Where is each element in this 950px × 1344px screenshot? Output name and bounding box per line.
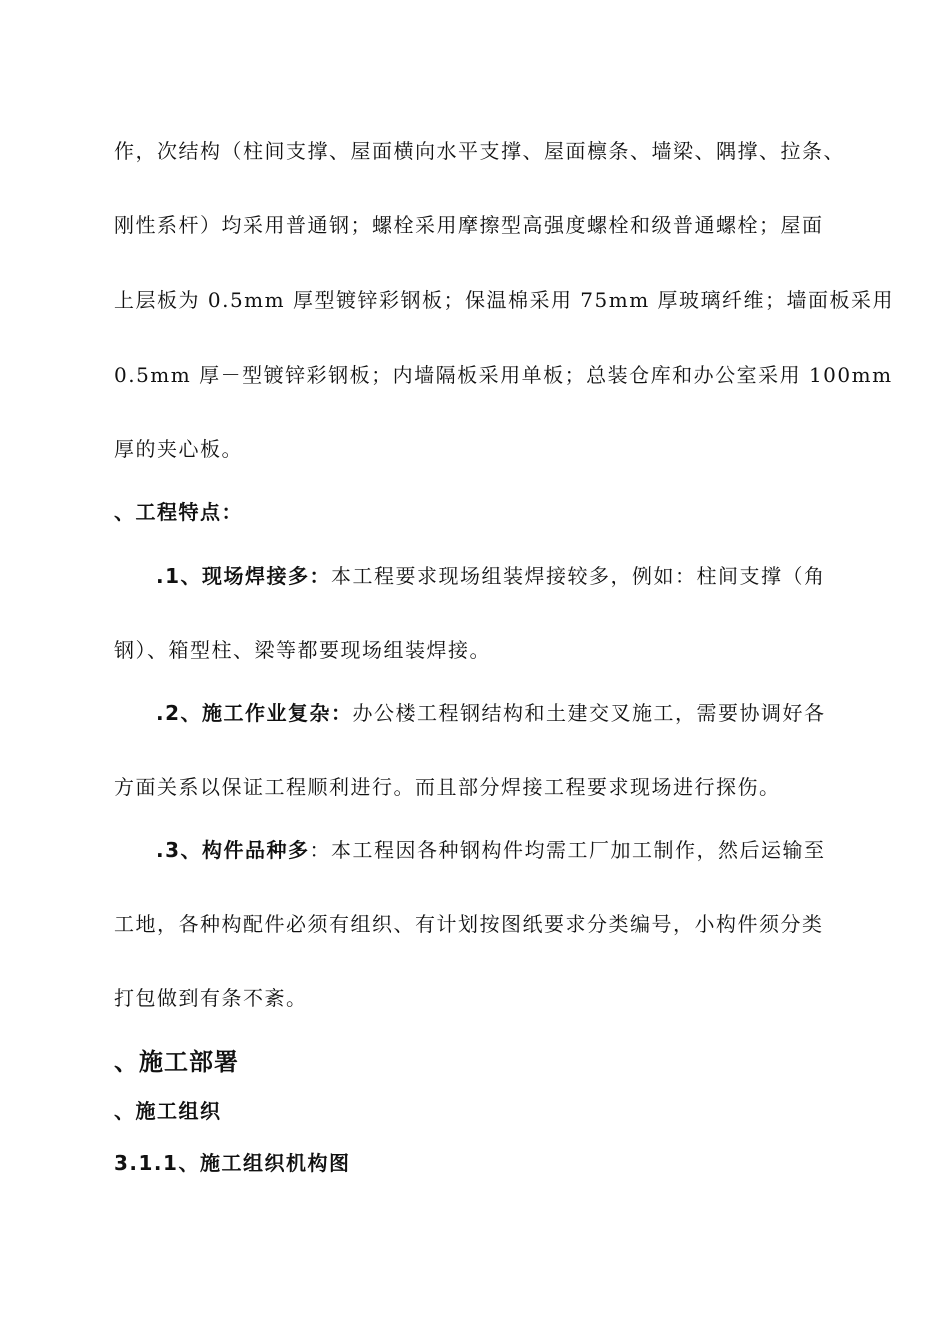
section-heading-org-chart: 3.1.1、施工组织机构图 xyxy=(114,1151,351,1175)
paragraph-line: 作，次结构（柱间支撑、屋面横向水平支撑、屋面檩条、墙梁、隅撑、拉条、 xyxy=(114,139,845,163)
paragraph-line: 刚性系杆）均采用普通钢；螺栓采用摩擦型高强度螺栓和级普通螺栓；屋面 xyxy=(114,213,824,237)
list-item-2-cont: 方面关系以保证工程顺利进行。而且部分焊接工程要求现场进行探伤。 xyxy=(114,775,781,799)
section-heading-features: 、工程特点： xyxy=(114,500,243,524)
item-label: .1、现场焊接多： xyxy=(156,564,332,588)
item-text: ：本工程因各种钢构件均需工厂加工制作，然后运输至 xyxy=(309,838,826,862)
paragraph-line: 0.5mm 厚－型镀锌彩钢板；内墙隔板采用单板；总装仓库和办公室采用 100mm xyxy=(114,363,893,387)
paragraph-line: 厚的夹心板。 xyxy=(114,437,243,461)
item-label: .3、构件品种多 xyxy=(156,838,310,862)
list-item-3-cont: 工地，各种构配件必须有组织、有计划按图纸要求分类编号，小构件须分类 xyxy=(114,912,824,936)
item-text: 办公楼工程钢结构和土建交叉施工，需要协调好各 xyxy=(352,701,826,725)
section-heading-organization: 、施工组织 xyxy=(114,1099,222,1123)
list-item-3-cont: 打包做到有条不紊。 xyxy=(114,986,308,1010)
list-item-1-cont: 钢）、箱型柱、梁等都要现场组装焊接。 xyxy=(114,638,491,662)
list-item-2 xyxy=(156,701,874,725)
item-label: .2、施工作业复杂： xyxy=(156,701,353,725)
list-item-1 xyxy=(156,564,874,588)
item-text: 本工程要求现场组装焊接较多，例如：柱间支撑（角 xyxy=(331,564,826,588)
section-heading-deployment: 、施工部署 xyxy=(114,1048,239,1076)
list-item-3 xyxy=(156,838,874,862)
paragraph-line: 上层板为 0.5mm 厚型镀锌彩钢板；保温棉采用 75mm 厚玻璃纤维；墙面板采用 xyxy=(114,288,895,312)
